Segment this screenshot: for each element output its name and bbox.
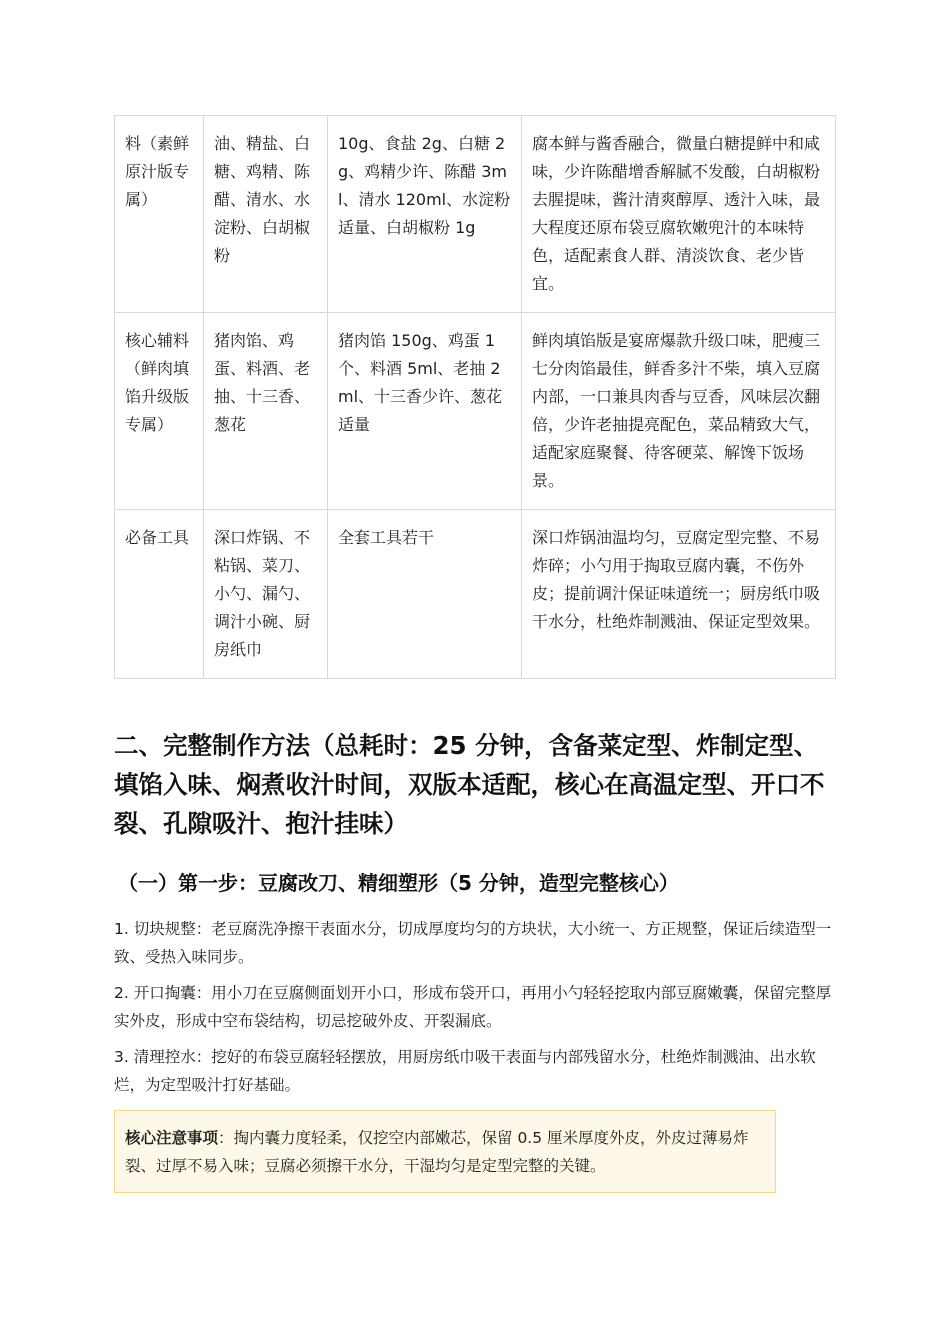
step-heading: （一）第一步：豆腐改刀、精细塑形（5 分钟，造型完整核心） bbox=[118, 871, 679, 895]
list-item: 2. 开口掏囊：用小刀在豆腐侧面划开小口，形成布袋开口，再用小勺轻轻挖取内部豆腐嫩囊，保留完整厚实外皮，形成中空布袋结构，切忌挖破外皮、开裂漏底。 bbox=[114, 984, 832, 1030]
table-cell-amount: 全套工具若干 bbox=[328, 510, 522, 679]
table-cell-items: 猪肉馅、鸡蛋、料酒、老抽、十三香、葱花 bbox=[204, 313, 328, 510]
document-page bbox=[114, 115, 836, 1175]
table-cell-name: 核心辅料（鲜肉填馅升级版专属） bbox=[115, 313, 204, 510]
section-heading: 二、完整制作方法（总耗时：25 分钟，含备菜定型、炸制定型、填馅入味、焖煮收汁时间，双版本适配，核心在高温定型、开口不裂、孔隙吸汁、抱汁挂味） bbox=[114, 731, 825, 838]
table-cell-items: 油、精盐、白糖、鸡精、陈醋、清水、水淀粉、白胡椒粉 bbox=[204, 116, 328, 313]
callout-note bbox=[114, 1110, 776, 1193]
table-cell-note: 深口炸锅油温均匀，豆腐定型完整、不易炸碎；小勺用于掏取豆腐内囊，不伤外皮；提前调汁保证味道统一；厨房纸巾吸干水分，杜绝炸制溅油、保证定型效果。 bbox=[522, 510, 836, 679]
table-cell-note: 鲜肉填馅版是宴席爆款升级口味，肥瘦三七分肉馅最佳，鲜香多汁不柴，填入豆腐内部，一口兼具肉香与豆香，风味层次翻倍，少许老抽提亮配色，菜品精致大气，适配家庭聚餐、待客硬菜、解馋下饭场景。 bbox=[522, 313, 836, 510]
list-item: 3. 清理控水：挖好的布袋豆腐轻轻摆放，用厨房纸巾吸干表面与内部残留水分，杜绝炸制溅油、出水软烂，为定型吸汁打好基础。 bbox=[114, 1048, 816, 1094]
ingredients-table bbox=[114, 115, 836, 679]
step-list bbox=[114, 915, 836, 1107]
table-cell-name: 料（素鲜原汁版专属） bbox=[115, 116, 204, 313]
table-cell-amount: 10g、食盐 2g、白糖 2g、鸡精少许、陈醋 3ml、清水 120ml、水淀粉适量、白胡椒粉 1g bbox=[328, 116, 522, 313]
table-cell-items: 深口炸锅、不粘锅、菜刀、小勺、漏勺、调汁小碗、厨房纸巾 bbox=[204, 510, 328, 679]
table-cell-name: 必备工具 bbox=[115, 510, 204, 679]
table-row bbox=[115, 313, 836, 510]
table-row bbox=[115, 116, 836, 313]
callout-text: ：掏内囊力度轻柔，仅挖空内部嫩芯，保留 0.5 厘米厚度外皮，外皮过薄易炸裂、过厚不易入味；豆腐必须擦干水分，干湿均匀是定型完整的关键。 bbox=[125, 1129, 749, 1175]
table-cell-note: 腐本鲜与酱香融合，微量白糖提鲜中和咸味，少许陈醋增香解腻不发酸，白胡椒粉去腥提味，酱汁清爽醇厚、透汁入味，最大程度还原布袋豆腐软嫩兜汁的本味特色，适配素食人群、清淡饮食、老少皆宜。 bbox=[522, 116, 836, 313]
list-item: 1. 切块规整：老豆腐洗净擦干表面水分，切成厚度均匀的方块状，大小统一、方正规整，保证后续造型一致、受热入味同步。 bbox=[114, 920, 832, 966]
table-row bbox=[115, 510, 836, 679]
callout-label: 核心注意事项 bbox=[125, 1129, 219, 1147]
table-cell-amount: 猪肉馅 150g、鸡蛋 1 个、料酒 5ml、老抽 2ml、十三香少许、葱花适量 bbox=[328, 313, 522, 510]
